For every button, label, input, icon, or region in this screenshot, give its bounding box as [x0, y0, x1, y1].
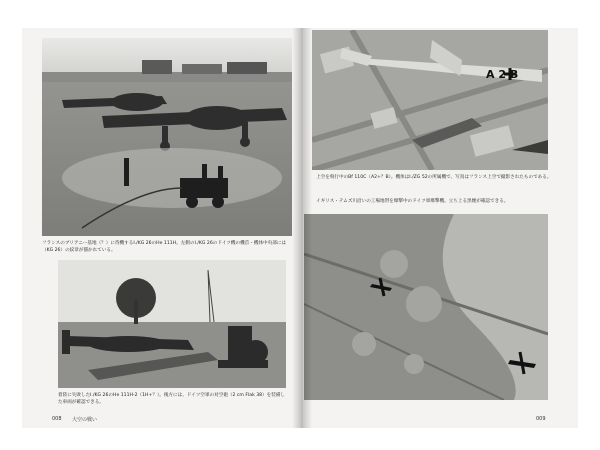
- photo-aerial-bombing: [304, 214, 548, 400]
- caption-bottom-left: 着陸に失敗したI./KG 26のHe 111H-2（1H+？）。後方には、ドイツ空軍の対空砲（2 cm Flak 38）を装備した車両が確認できる。: [58, 393, 286, 405]
- left-page: [22, 28, 298, 428]
- running-head: 大空の戦い: [72, 417, 98, 423]
- photo-parked-bombers: [42, 38, 292, 236]
- caption-mid-right: イギリス・テムズ川沿いの工場地帯を爆撃中のドイツ軍爆撃機。立ち上る黒煙が確認できる。: [316, 199, 509, 204]
- right-page: [302, 28, 578, 428]
- book-spread: [22, 28, 578, 428]
- spine-shadow: [292, 28, 312, 428]
- photo-crashed-bomber: [58, 260, 286, 388]
- page-number-right: 009: [536, 416, 546, 422]
- page-number-left: 008: [52, 416, 62, 422]
- caption-top-left: フランスのブリアニー基地（？）に待機するI./KG 26のHe 111H。左側のI./KG 26のドイツ機の機首・機体中央部には（KG 26）の紋章が描かれている。: [42, 241, 287, 253]
- caption-top-right: 上空を飛行中のBf 110C（A2+？B）。機体はI./ZG 52の所属機で、写真はフランス上空で撮影されたものである。: [316, 175, 552, 180]
- aircraft-code: A 2 B: [486, 68, 519, 81]
- photo-aerial-fighter: [312, 30, 548, 170]
